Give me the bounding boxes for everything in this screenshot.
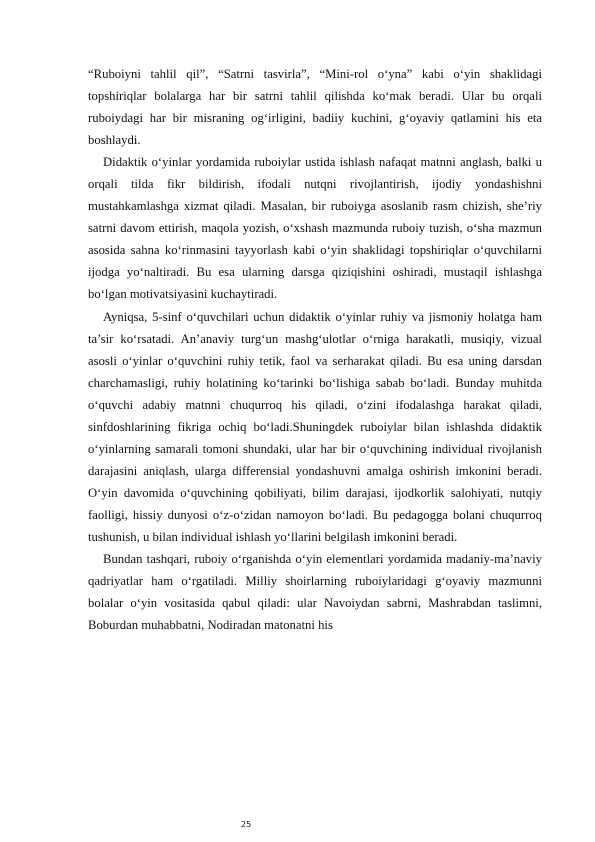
paragraph-1: “Ruboiyni tahlil qil”, “Satrni tasvirla”, “Mini-rol o‘yna” kabi o‘yin shaklidagi topshiriqlar bolalarga har bir satrni tahlil qilishda ko‘mak beradi. Ular bu orqali ruboiydagi har bir misraning og‘irligini, badiiy kuchini, g‘oyaviy qatlamini his eta boshlaydi.: [88, 67, 542, 148]
paragraph-2: Didaktik o‘yinlar yordamida ruboiylar ustida ishlash nafaqat matnni anglash, balki u orqali tilda fikr bildirish, ifodali nutqni rivojlantirish, ijodiy yondashishni mustahkamlashga xizmat qiladi. Masalan, bir ruboiyga asoslanib rasm chizish, she’riy satrni davom ettirish, maqola yozish, o‘xshash mazmunda ruboiy tuzish, o‘sha mazmun asosida sahna ko‘rinmasini tayyorlash kabi o‘yin shaklidagi topshiriqlar o‘quvchilarni ijodga yo‘naltiradi. Bu esa ularning darsga qiziqishini oshiradi, mustaqil ishlashga bo‘lgan motivatsiyasini kuchaytiradi.: [88, 155, 542, 302]
document-body: [88, 63, 542, 636]
paragraph-3: Ayniqsa, 5-sinf o‘quvchilari uchun didaktik o‘yinlar ruhiy va jismoniy holatga ham ta’sir ko‘rsatadi. An’anaviy turg‘un mashg‘ulotlar o‘rniga harakatli, musiqiy, vizual asosli o‘yinlar o‘quvchini ruhiy tetik, faol va serharakat qiladi. Bu esa uning darsdan charchamasligi, ruhiy holatining ko‘tarinki bo‘lishiga sabab bo‘ladi. Bunday muhitda o‘quvchi adabiy matnni chuqurroq his qiladi, o‘zini ifodalashga harakat qiladi, sinfdoshlarining fikriga ochiq bo‘ladi.Shuningdek ruboiylar bilan ishlashda didaktik o‘yinlarning samarali tomoni shundaki, ular har bir o‘quvchining individual rivojlanish darajasini aniqlash, ularga differensial yondashuvni amalga oshirish imkonini beradi. O‘yin davomida o‘quvchining qobiliyati, bilim darajasi, ijodkorlik salohiyati, nutqiy faolligi, hissiy dunyosi o‘z-o‘zidan namoyon bo‘ladi. Bu pedagogga bolani chuqurroq tushunish, u bilan individual ishlash yo‘llarini belgilash imkonini beradi.: [88, 309, 542, 544]
page-number: 25: [241, 820, 252, 829]
paragraph-4: Bundan tashqari, ruboiy o‘rganishda o‘yin elementlari yordamida madaniy-ma’naviy qadriyatlar ham o‘rgatiladi. Milliy shoirlarning ruboiylaridagi g‘oyaviy mazmunni bolalar o‘yin vositasida qabul qiladi: ular Navoiydan sabrni, Mashrabdan taslimni, Boburdan muhabbatni, Nodiradan matonatni his: [88, 552, 542, 633]
